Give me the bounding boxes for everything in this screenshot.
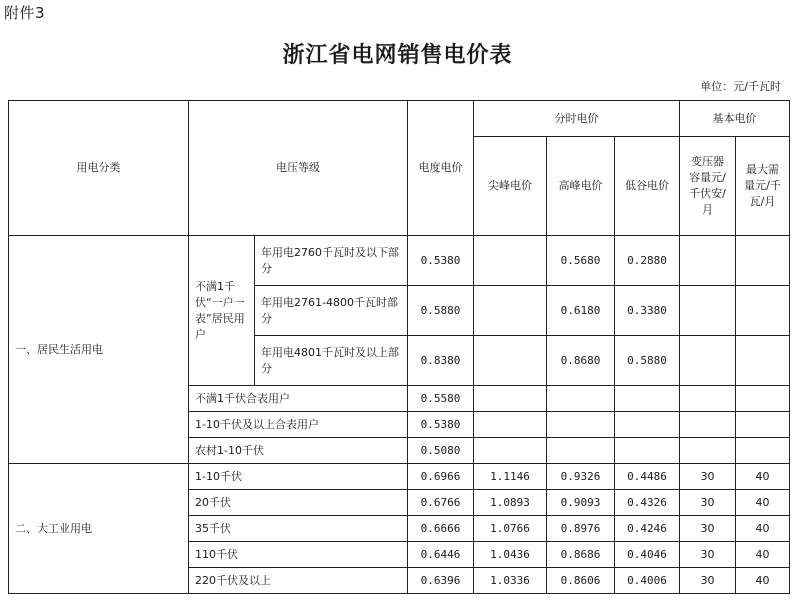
header-max-demand: 最大需量元/千瓦/月	[736, 137, 790, 236]
low-price-value: 0.3380	[615, 286, 680, 336]
table-row	[9, 236, 790, 286]
low-price-value: 0.4486	[615, 464, 680, 490]
peak-price-value	[474, 412, 547, 438]
header-basic: 基本电价	[680, 101, 790, 137]
demand-value: 40	[736, 490, 790, 516]
high-price-value: 0.9326	[547, 464, 615, 490]
header-row-1	[9, 101, 790, 137]
energy-price-value: 0.6396	[408, 568, 474, 594]
transformer-value: 30	[680, 568, 736, 594]
high-price-value: 0.8606	[547, 568, 615, 594]
high-price-value: 0.9093	[547, 490, 615, 516]
demand-value: 40	[736, 516, 790, 542]
demand-value	[736, 286, 790, 336]
high-price-value: 0.8976	[547, 516, 615, 542]
demand-value	[736, 236, 790, 286]
tariff-table	[8, 100, 790, 594]
header-voltage: 电压等级	[189, 101, 408, 236]
category-industrial: 二、大工业用电	[9, 464, 189, 594]
tier-label: 年用电2760千瓦时及以下部分	[255, 236, 408, 286]
demand-value: 40	[736, 568, 790, 594]
header-tou: 分时电价	[474, 101, 680, 137]
demand-value	[736, 336, 790, 386]
low-price-value	[615, 438, 680, 464]
transformer-value	[680, 412, 736, 438]
tier-label: 年用电2761-4800千瓦时部分	[255, 286, 408, 336]
voltage-label: 20千伏	[189, 490, 408, 516]
header-transformer: 变压器容量元/千伏安/月	[680, 137, 736, 236]
low-price-value: 0.5880	[615, 336, 680, 386]
energy-price-value: 0.6666	[408, 516, 474, 542]
transformer-value	[680, 286, 736, 336]
high-price-value	[547, 412, 615, 438]
low-price-value	[615, 386, 680, 412]
energy-price-value: 0.5880	[408, 286, 474, 336]
low-price-value: 0.2880	[615, 236, 680, 286]
unit-label: 单位：元/千瓦时	[700, 80, 781, 93]
voltage-label: 农村1-10千伏	[189, 438, 408, 464]
demand-value	[736, 412, 790, 438]
header-peak: 尖峰电价	[474, 137, 547, 236]
low-price-value: 0.4046	[615, 542, 680, 568]
page-title: 浙江省电网销售电价表	[282, 43, 513, 68]
high-price-value: 0.5680	[547, 236, 615, 286]
high-price-value: 0.8686	[547, 542, 615, 568]
low-price-value: 0.4246	[615, 516, 680, 542]
energy-price-value: 0.5080	[408, 438, 474, 464]
demand-value: 40	[736, 464, 790, 490]
low-price-value: 0.4006	[615, 568, 680, 594]
demand-value: 40	[736, 542, 790, 568]
transformer-value: 30	[680, 490, 736, 516]
energy-price-value: 0.5380	[408, 412, 474, 438]
transformer-value: 30	[680, 516, 736, 542]
demand-value	[736, 438, 790, 464]
peak-price-value: 1.1146	[474, 464, 547, 490]
voltage-label: 不满1千伏合表用户	[189, 386, 408, 412]
high-price-value: 0.6180	[547, 286, 615, 336]
peak-price-value	[474, 386, 547, 412]
header-energy-price: 电度电价	[408, 101, 474, 236]
peak-price-value: 1.0893	[474, 490, 547, 516]
voltage-label: 1-10千伏及以上合表用户	[189, 412, 408, 438]
tier-label: 年用电4801千瓦时及以上部分	[255, 336, 408, 386]
low-price-value	[615, 412, 680, 438]
peak-price-value: 1.0436	[474, 542, 547, 568]
voltage-label: 110千伏	[189, 542, 408, 568]
header-high: 高峰电价	[547, 137, 615, 236]
header-low: 低谷电价	[615, 137, 680, 236]
low-price-value: 0.4326	[615, 490, 680, 516]
energy-price-value: 0.5580	[408, 386, 474, 412]
high-price-value	[547, 386, 615, 412]
transformer-value: 30	[680, 542, 736, 568]
transformer-value	[680, 236, 736, 286]
peak-price-value	[474, 336, 547, 386]
peak-price-value	[474, 438, 547, 464]
energy-price-value: 0.6966	[408, 464, 474, 490]
peak-price-value: 1.0766	[474, 516, 547, 542]
peak-price-value	[474, 236, 547, 286]
voltage-label: 1-10千伏	[189, 464, 408, 490]
transformer-value: 30	[680, 464, 736, 490]
residential-group-label: 不满1千伏“一户一表”居民用户	[189, 236, 255, 386]
energy-price-value: 0.6766	[408, 490, 474, 516]
category-residential: 一、居民生活用电	[9, 236, 189, 464]
demand-value	[736, 386, 790, 412]
header-category: 用电分类	[9, 101, 189, 236]
attachment-label: 附件3	[4, 4, 46, 22]
high-price-value: 0.8680	[547, 336, 615, 386]
transformer-value	[680, 336, 736, 386]
energy-price-value: 0.8380	[408, 336, 474, 386]
transformer-value	[680, 386, 736, 412]
voltage-label: 35千伏	[189, 516, 408, 542]
energy-price-value: 0.6446	[408, 542, 474, 568]
voltage-label: 220千伏及以上	[189, 568, 408, 594]
energy-price-value: 0.5380	[408, 236, 474, 286]
peak-price-value	[474, 286, 547, 336]
peak-price-value: 1.0336	[474, 568, 547, 594]
table-row	[9, 464, 790, 490]
transformer-value	[680, 438, 736, 464]
high-price-value	[547, 438, 615, 464]
